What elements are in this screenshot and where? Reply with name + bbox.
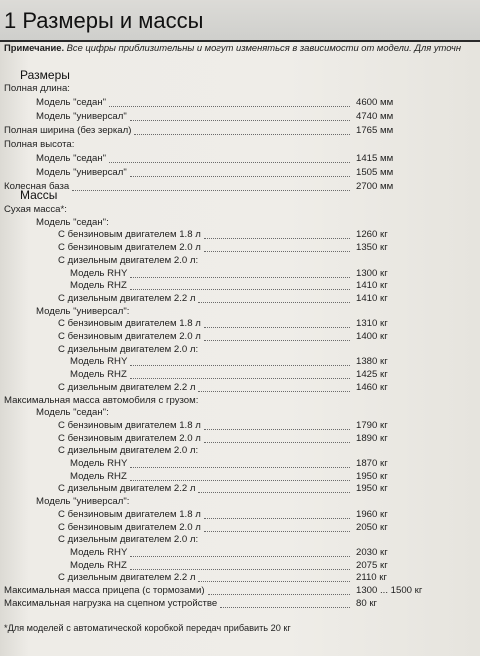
spec-value: 4740 мм [356,111,394,122]
spec-label: Модель "седан": [36,407,109,419]
spec-value: 2110 кг [356,572,387,584]
spec-label: Модель "универсал": [36,496,130,508]
leader-dots [204,238,350,252]
spec-value: 4600 мм [356,97,394,108]
footnote: *Для моделей с автоматической коробкой передач прибавить 20 кг [4,623,291,634]
spec-value: 1765 мм [356,125,394,136]
spec-value: 1400 кг [356,331,388,342]
spec-label: С бензиновым двигателем 1.8 л [58,318,201,330]
spec-row [0,330,480,343]
spec-label: С дизельным двигателем 2.2 л [58,292,196,304]
spec-row [0,394,480,407]
spec-row [0,180,480,193]
spec-value: 1890 кг [356,432,388,444]
spec-label: Модель RHZ [70,369,127,381]
leader-dots [130,163,350,177]
spec-value: 1410 кг [356,280,388,292]
section-masses: Массы [20,188,58,202]
spec-label: Максимальная нагрузка на сцепном устройстве [4,597,218,609]
spec-label: С бензиновым двигателем 2.0 л [58,331,201,342]
spec-label: С дизельным двигателем 2.2 л [58,381,196,393]
spec-row [0,124,480,137]
note-label: Примечание. [4,42,65,53]
spec-label: С бензиновым двигателем 1.8 л [58,419,201,431]
spec-label: Колесная база [4,181,70,192]
spec-label: Полная ширина (без зеркал) [4,125,132,136]
spec-value: 1415 мм [356,153,394,164]
spec-value: 2700 мм [356,181,394,192]
spec-row [0,597,480,610]
spec-value: 1300 кг [356,267,388,279]
spec-label: С бензиновым двигателем 1.8 л [58,508,201,520]
spec-label: Модель RHY [70,458,128,469]
spec-label: С дизельным двигателем 2.0 л: [58,534,199,546]
spec-value: 1790 кг [356,419,388,431]
spec-value: 2030 кг [356,546,388,558]
leader-dots [198,479,350,493]
page-header [0,0,480,42]
leader-dots [72,177,350,191]
spec-value: 1310 кг [356,318,388,330]
page-title: 1 Размеры и массы [4,8,204,33]
spec-label: Сухая масса*: [4,204,67,215]
spec-label: Максимальная масса прицепа (с тормозами) [4,585,205,596]
spec-value: 1425 кг [356,369,388,381]
leader-dots [220,594,350,608]
spec-value: 1950 кг [356,470,388,482]
spec-value: 1870 кг [356,458,388,469]
spec-value: 1410 кг [356,292,388,304]
spec-label: С дизельным двигателем 2.2 л [58,483,196,495]
spec-label: Модель "универсал" [36,167,127,178]
spec-value: 80 кг [356,597,378,609]
leader-dots [198,289,350,303]
spec-label: С бензиновым двигателем 1.8 л [58,229,201,241]
spec-label: С дизельным двигателем 2.0 л: [58,254,199,266]
spec-label: Модель "седан" [36,153,107,164]
leader-dots [204,429,350,443]
spec-label: Модель RHZ [70,280,127,292]
spec-value: 1960 кг [356,508,388,520]
spec-label: Модель "универсал" [36,111,127,122]
spec-label: С бензиновым двигателем 2.0 л [58,521,201,533]
spec-label: Модель RHZ [70,470,127,482]
spec-label: С бензиновым двигателем 2.0 л [58,432,201,444]
spec-value: 1350 кг [356,242,388,254]
spec-value: 1380 кг [356,356,388,368]
spec-label: С дизельным двигателем 2.2 л [58,572,196,584]
spec-label: Модель RHZ [70,559,127,571]
leader-dots [109,93,350,107]
leader-dots [198,378,350,392]
leader-dots [134,121,350,135]
leader-dots [109,149,350,163]
spec-value: 2075 кг [356,559,388,571]
spec-row [0,203,480,216]
spec-row [0,521,480,534]
spec-label: Модель "универсал": [36,305,130,317]
spec-row [0,381,480,394]
spec-label: Модель "седан": [36,216,109,228]
spec-row [0,292,480,305]
spec-label: Полная высота: [4,139,75,150]
spec-label: Максимальная масса автомобиля с грузом: [4,394,199,406]
spec-row [0,482,480,495]
spec-label: Модель RHY [70,546,128,558]
spec-label: Модель "седан" [36,97,107,108]
spec-label: С дизельным двигателем 2.0 л: [58,445,199,457]
spec-label: Модель RHY [70,356,128,368]
spec-label: С дизельным двигателем 2.0 л: [58,343,199,355]
spec-row [0,432,480,445]
leader-dots [204,327,350,341]
spec-label: Полная длина: [4,83,70,94]
spec-value: 2050 кг [356,521,388,533]
spec-row [0,241,480,254]
note [4,42,480,53]
spec-value: 1260 кг [356,229,388,241]
leader-dots [204,518,350,532]
note-text: Все цифры приблизительны и могут изменяться в зависимости от модели. Для уточн [64,42,462,53]
spec-value: 1300 ... 1500 кг [356,585,423,596]
leader-dots [130,107,350,121]
spec-label: Модель RHY [70,267,128,279]
spec-label: С бензиновым двигателем 2.0 л [58,242,201,254]
spec-value: 1505 мм [356,167,394,178]
spec-value: 1950 кг [356,483,388,495]
section-dimensions: Размеры [20,68,70,82]
spec-value: 1460 кг [356,381,388,393]
